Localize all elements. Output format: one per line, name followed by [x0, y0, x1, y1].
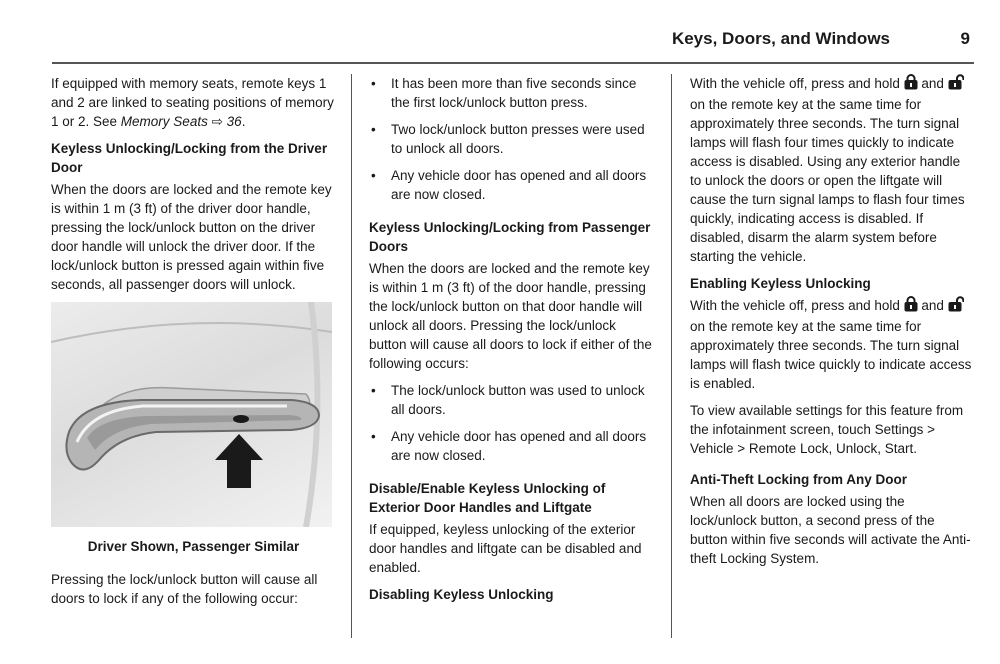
heading-enabling: Enabling Keyless Unlocking [690, 276, 871, 291]
heading-driver-door: Keyless Unlocking/Locking from the Driver Door [51, 141, 328, 175]
paragraph: When the doors are locked and the remote key is within 1 m (3 ft) of the driver door handle, pressing the lock/unlock button on the driver door handle will unlock the driver door. If the lock/unlock button is pressed again within five seconds, all passenger doors will unlock. [51, 182, 332, 292]
door-handle-image [51, 302, 332, 527]
unlock-icon [948, 296, 964, 317]
page-reference[interactable]: 36 [226, 114, 242, 129]
list-item: • Two lock/unlock button presses were used to unlock all doors. [371, 122, 645, 156]
lock-icon [904, 296, 918, 317]
unlock-icon [948, 74, 964, 95]
column-divider [671, 74, 672, 638]
heading-passenger-doors: Keyless Unlocking/Locking from Passenger Doors [369, 220, 651, 254]
paragraph: When all doors are locked using the lock/unlock button, a second press of the button within five seconds will activate the Anti-theft Locking System. [690, 494, 971, 566]
arrow-indicator [215, 434, 263, 488]
list-item: • Any vehicle door has opened and all doors are now closed. [371, 429, 647, 463]
bullet-icon: • [371, 122, 376, 137]
page-header [52, 26, 974, 64]
heading-disabling: Disabling Keyless Unlocking [369, 587, 554, 602]
paragraph: If equipped, keyless unlocking of the exterior door handles and liftgate can be disabled and enabled. [369, 522, 642, 575]
page-number: 9 [960, 29, 970, 48]
paragraph: When the doors are locked and the remote key is within 1 m (3 ft) of the door handle, pressing the lock/unlock button on that door handle will unlock all doors. Pressing the lock/unlock button will cause all doors to lock if either of the following occurs: [369, 261, 652, 371]
section-title: Keys, Doors, and Windows [671, 29, 890, 48]
column-2 [369, 74, 653, 607]
cross-ref-arrow-icon: ⇨ [211, 114, 223, 129]
heading-disable-enable: Disable/Enable Keyless Unlocking of Exterior Door Handles and Liftgate [369, 481, 606, 515]
heading-anti-theft: Anti-Theft Locking from Any Door [690, 472, 907, 487]
column-3 [690, 74, 975, 576]
memory-seats-link[interactable]: Memory Seats [120, 114, 208, 129]
bullet-icon: • [371, 76, 376, 91]
column-1 [51, 74, 336, 616]
paragraph: Pressing the lock/unlock button will cause all doors to lock if any of the following occur: [51, 572, 318, 606]
lock-icon [904, 74, 918, 95]
door-handle-illustration [51, 302, 332, 527]
intro-paragraph: If equipped with memory seats, remote keys 1 and 2 are linked to seating positions of memory 1 or 2. See Memory Seats ⇨ 36. [51, 76, 334, 129]
paragraph: With the vehicle off, press and hold and on the remote key at the same time for approximately three seconds. The turn signal lamps will flash four times quickly to indicate access is disabled. Using any exterior handle to unlock the doors or open the liftgate will cause the turn signal lamps to flash four times quickly, indicating access is disabled. If disabled, disarm the alarm system before starting the vehicle. [690, 76, 965, 264]
list-item: • Any vehicle door has opened and all doors are now closed. [371, 168, 647, 202]
column-divider [351, 74, 352, 638]
paragraph: To view available settings for this feature from the infotainment screen, touch Settings > Vehicle > Remote Lock, Unlock, Start. [690, 403, 964, 456]
paragraph: With the vehicle off, press and hold and on the remote key at the same time for approximately three seconds. The turn signal lamps will flash twice quickly to indicate access is enabled. [690, 298, 972, 391]
bullet-icon: • [371, 168, 376, 183]
bullet-icon: • [371, 383, 376, 398]
list-item: • The lock/unlock button was used to unlock all doors. [371, 383, 645, 417]
list-item: • It has been more than five seconds since the first lock/unlock button press. [371, 76, 637, 110]
bullet-icon: • [371, 429, 376, 444]
figure-caption: Driver Shown, Passenger Similar [87, 539, 300, 554]
